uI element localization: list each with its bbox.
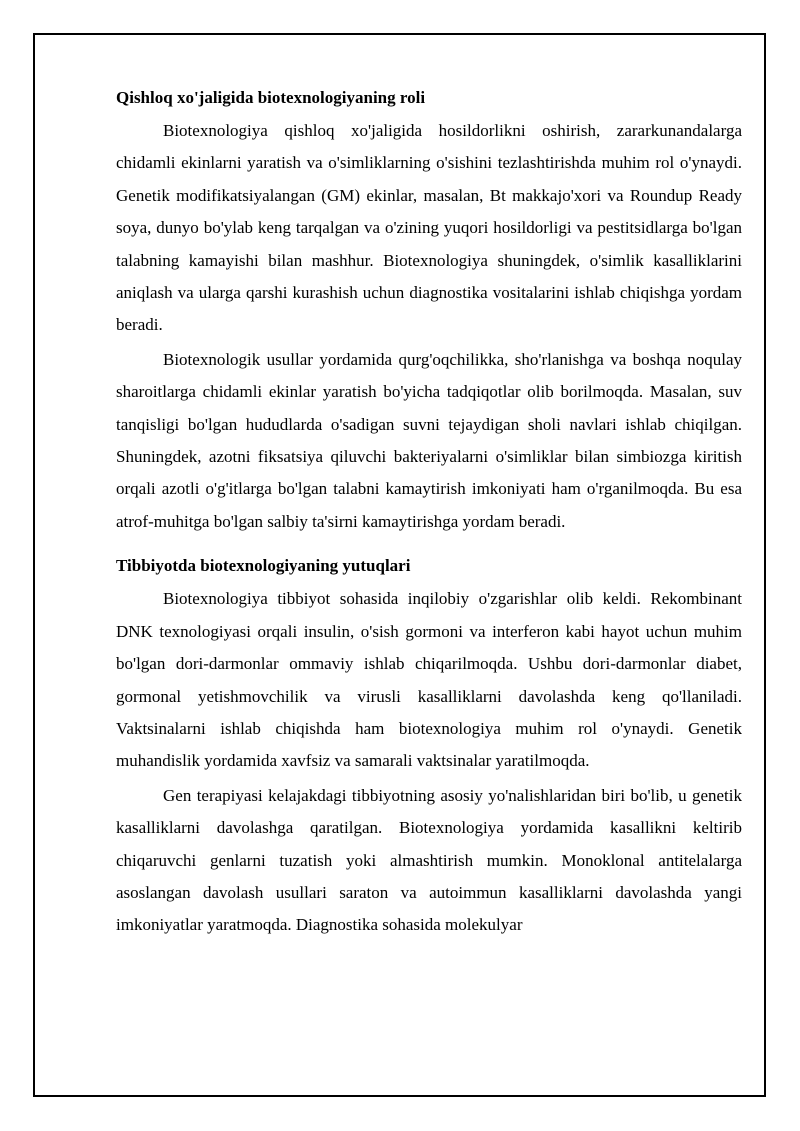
section-heading: Tibbiyotda biotexnologiyaning yutuqlari (116, 556, 411, 576)
section-spacer (116, 540, 742, 550)
document-body (116, 82, 742, 944)
paragraph: Biotexnologik usullar yordamida qurg'oqchilikka, sho'rlanishga va boshqa noqulay sharoitlarga chidamli ekinlar yaratish bo'yicha tadqiqotlar olib borilmoqda. Masalan, suv tanqisligi bo'lgan hududlarda o'sadigan suvni tejaydigan sholi navlari ishlab chiqilgan. Shuningdek, azotni fiksatsiya qiluvchi bakteriyalarni o'simliklar bilan simbiozga kiritish orqali azotli o'g'itlarga bo'lgan talabni kamaytirish imkoniyati ham o'rganilmoqda. Bu esa atrof-muhitga bo'lgan salbiy ta'sirni kamaytirishga yordam beradi. (116, 349, 742, 531)
section-medicine (116, 550, 742, 941)
paragraph: Biotexnologiya tibbiyot sohasida inqilobiy o'zgarishlar olib keldi. Rekombinant DNK texnologiyasi orqali insulin, o'sish gormoni va interferon kabi hayot uchun muhim bo'lgan dori-darmonlar ommaviy ishlab chiqarilmoqda. Ushbu dori-darmonlar diabet, gormonal yetishmovchilik va virusli kasalliklarni davolashda keng qo'llaniladi. Vaktsinalarni ishlab chiqishda ham biotexnologiya muhim rol o'ynaydi. Genetik muhandislik yordamida xavfsiz va samarali vaktsinalar yaratilmoqda. (116, 589, 742, 771)
paragraph: Biotexnologiya qishloq xo'jaligida hosildorlikni oshirish, zararkunandalarga chidamli ekinlarni yaratish va o'simliklarning o'sishini tezlashtirishda muhim rol o'ynaydi. Genetik modifikatsiyalangan (GM) ekinlar, masalan, Bt makkajo'xori va Roundup Ready soya, dunyo bo'ylab keng tarqalgan va o'zining yuqori hosildorligi va pestitsidlarga bo'lgan talabning kamayishi bilan mashhur. Biotexnologiya shuningdek, o'simlik kasalliklarini aniqlash va ularga qarshi kurashish uchun diagnostika vositalarini ishlab chiqishga yordam beradi. (116, 121, 742, 335)
section-heading: Qishloq xo'jaligida biotexnologiyaning roli (116, 88, 426, 107)
paragraph: Gen terapiyasi kelajakdagi tibbiyotning asosiy yo'nalishlaridan biri bo'lib, u genetik kasalliklarni davolashga qaratilgan. Biotexnologiya yordamida kasallikni keltirib chiqaruvchi genlarni tuzatish yoki almashtirish mumkin. Monoklonal antitelalarga asoslangan davolash usullari saraton va autoimmun kasalliklarni davolashda yangi imkoniyatlar yaratmoqda. Diagnostika sohasida molekulyar (116, 785, 742, 935)
section-agriculture (116, 82, 742, 538)
